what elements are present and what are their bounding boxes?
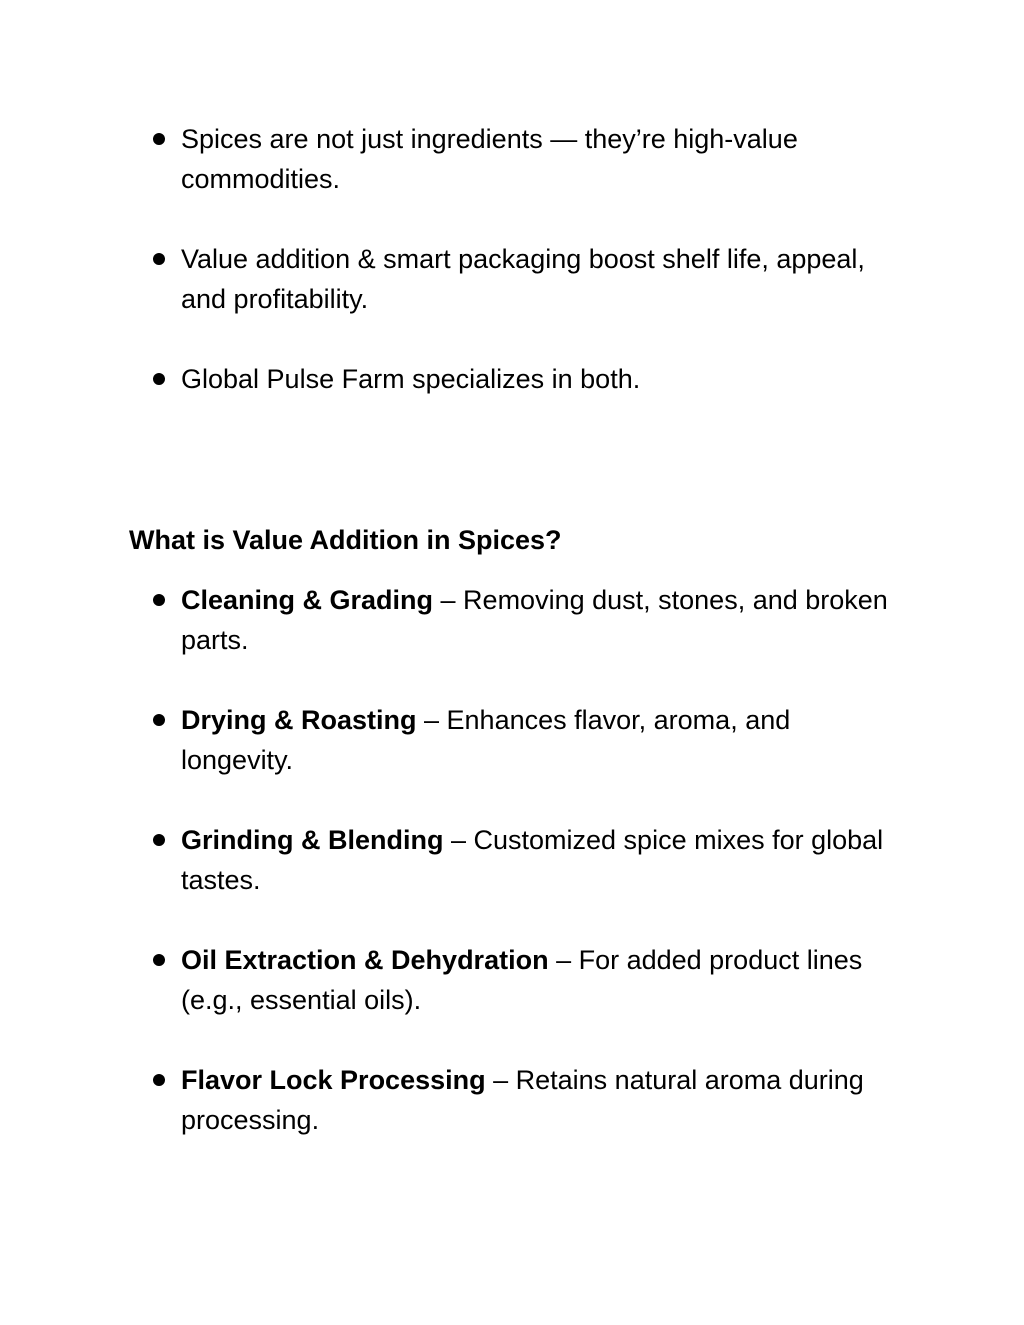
intro-point-text: Value addition & smart packaging boost shelf life, appeal, and profitability. xyxy=(181,244,865,314)
bullet-icon xyxy=(153,714,165,726)
bullet-icon xyxy=(153,1074,165,1086)
item-description: – For added product lines (e.g., essential oils). xyxy=(181,945,863,1015)
item-description: – Removing dust, stones, and broken parts. xyxy=(181,585,888,655)
list-item xyxy=(152,239,892,319)
item-term: Drying & Roasting xyxy=(181,705,417,735)
list-item xyxy=(152,1060,892,1140)
item-description: – Customized spice mixes for global tastes. xyxy=(181,825,884,895)
section-heading: What is Value Addition in Spices? xyxy=(129,525,562,555)
list-item xyxy=(152,940,892,1020)
list-item xyxy=(152,359,892,399)
bullet-icon xyxy=(153,834,165,846)
intro-point-text: Spices are not just ingredients — they’re high-value commodities. xyxy=(181,124,798,194)
bullet-icon xyxy=(153,253,165,265)
bullet-icon xyxy=(153,594,165,606)
bullet-icon xyxy=(153,954,165,966)
item-description: – Retains natural aroma during processing. xyxy=(181,1065,864,1135)
list-item xyxy=(152,700,892,780)
intro-bullet-list xyxy=(152,119,892,399)
item-term: Grinding & Blending xyxy=(181,825,444,855)
value-addition-bullet-list xyxy=(152,580,892,1140)
list-item xyxy=(152,580,892,660)
bullet-icon xyxy=(153,133,165,145)
item-term: Oil Extraction & Dehydration xyxy=(181,945,549,975)
list-item xyxy=(152,119,892,199)
item-description: – Enhances flavor, aroma, and longevity. xyxy=(181,705,791,775)
bullet-icon xyxy=(153,373,165,385)
item-term: Flavor Lock Processing xyxy=(181,1065,486,1095)
list-item xyxy=(152,820,892,900)
item-term: Cleaning & Grading xyxy=(181,585,434,615)
intro-point-text: Global Pulse Farm specializes in both. xyxy=(181,364,641,394)
